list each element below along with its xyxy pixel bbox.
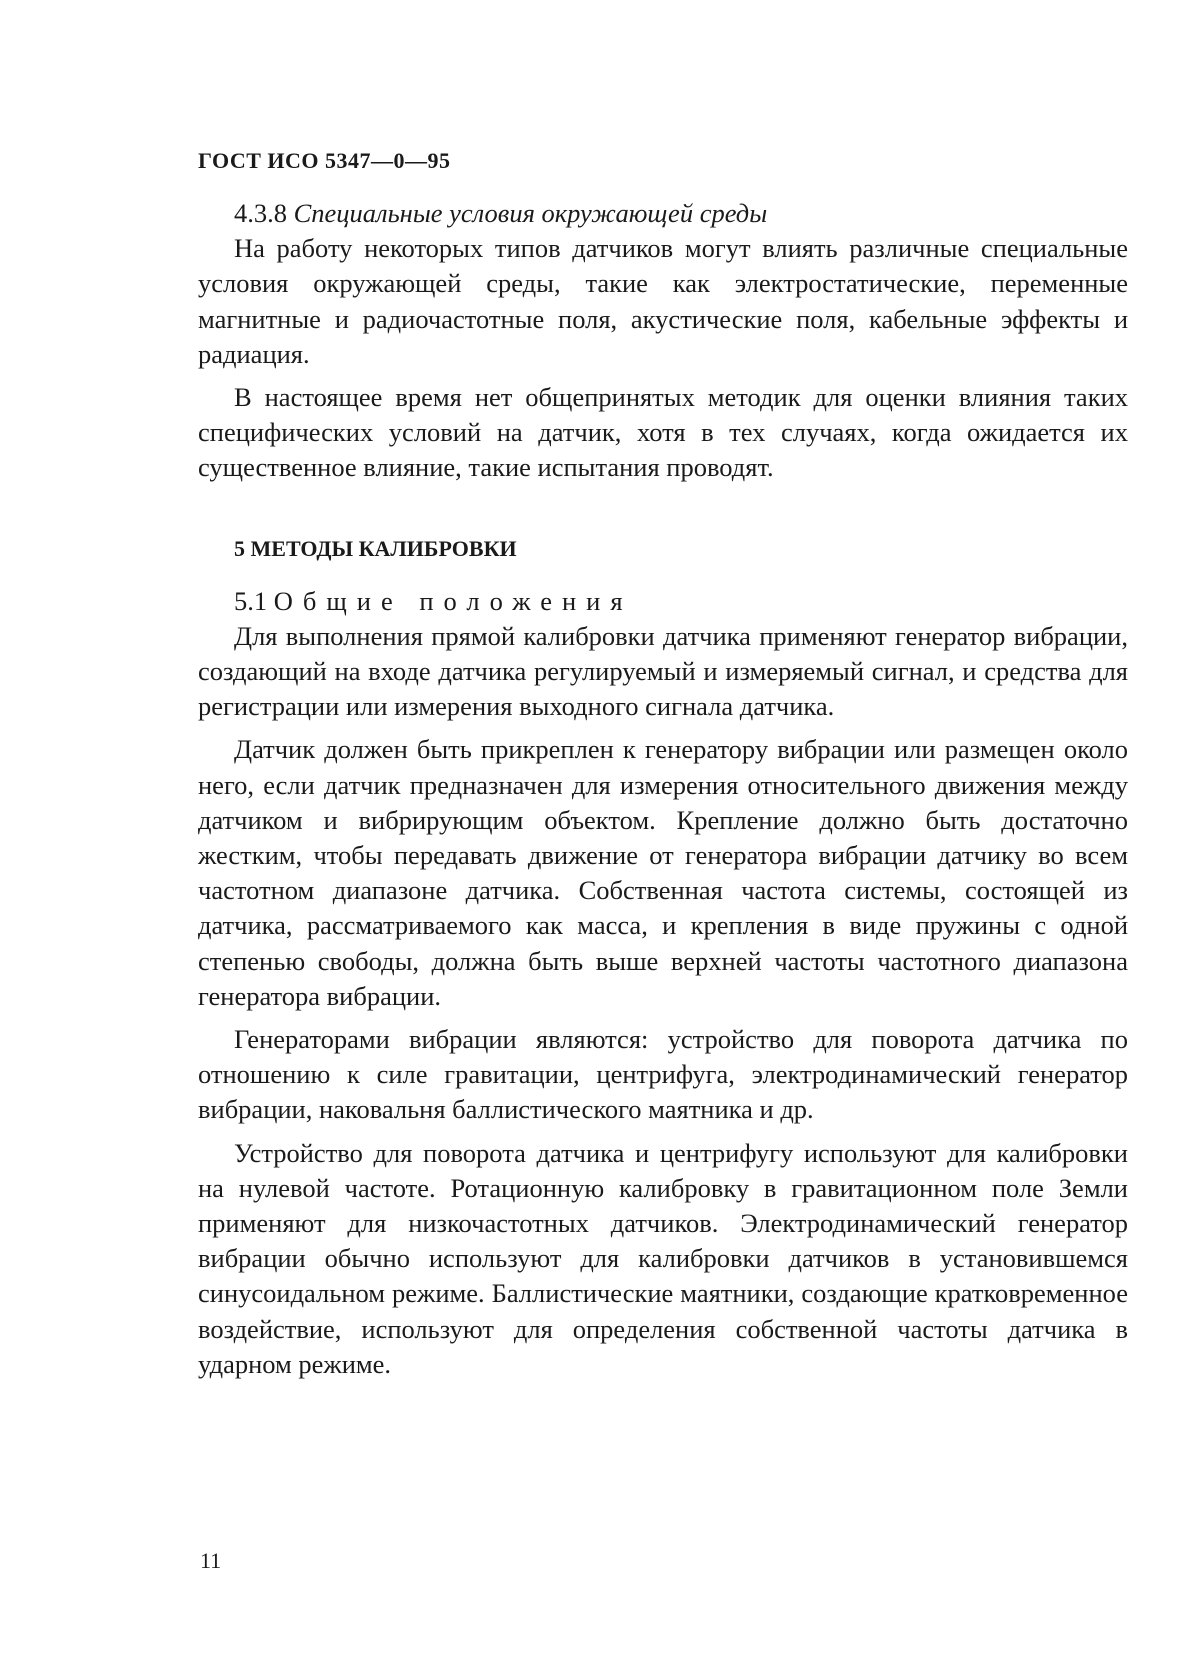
paragraph: На работу некоторых типов датчиков могут влиять различные специальные условия окружающей среды, такие как электростатические, переменные магнитные и радиочастотные поля, акустические поля, кабельные эффекты и радиация. [198,233,1128,369]
paragraph: В настоящее время нет общепринятых методик для оценки влияния таких специфических условий на датчик, хотя в тех случаях, когда ожидается их существенное влияние, такие испытания проводят. [198,382,1128,483]
subsection-number: 4.3.8 [234,198,287,228]
page-content [198,196,1128,1382]
subsection-heading-5-1 [198,584,1128,619]
paragraph: Генераторами вибрации являются: устройство для поворота датчика по отношению к силе гравитации, центрифуга, электродинамический генератор вибрации, наковальня баллистического маятника и др. [198,1024,1128,1125]
document-header: ГОСТ ИСО 5347—0—95 [198,148,451,173]
subsection-title: Специальные условия окружающей среды [293,198,768,228]
section-heading-5: 5 МЕТОДЫ КАЛИБРОВКИ [234,535,517,561]
page-number: 11 [200,1548,222,1573]
paragraph: Для выполнения прямой калибровки датчика применяют генератор вибрации, создающий на входе датчика регулируемый и измеряемый сигнал, и средства для регистрации или измерения выходного сигнала датчика. [198,620,1128,722]
paragraph: Устройство для поворота датчика и центрифугу используют для калибровки на нулевой частоте. Ротационную калибровку в гравитационном поле Земли применяют для низкочастотных датчиков. Электродинамический генератор вибрации обычно используют для калибровки датчиков в установившемся синусоидальном режиме. Баллистические маятники, создающие кратковременное воздействие, используют для определения собственной частоты датчика в ударном режиме. [198,1137,1128,1379]
paragraph: Датчик должен быть прикреплен к генератору вибрации или размещен около него, если датчик предназначен для измерения относительного движения между датчиком и вибрирующим объектом. Крепление должно быть достаточно жестким, чтобы передавать движение от генератора вибрации датчику во всем частотном диапазоне датчика. Собственная частота системы, состоящей из датчика, рассматриваемого как масса, и крепления в виде пружины с одной степенью свободы, должна быть выше верхней частоты частотного диапазона генератора вибрации. [198,734,1128,1011]
subsection-number: 5.1 [234,585,268,616]
subsection-heading-4-3-8 [198,196,1128,231]
subsection-title: Общие положения [273,585,633,616]
